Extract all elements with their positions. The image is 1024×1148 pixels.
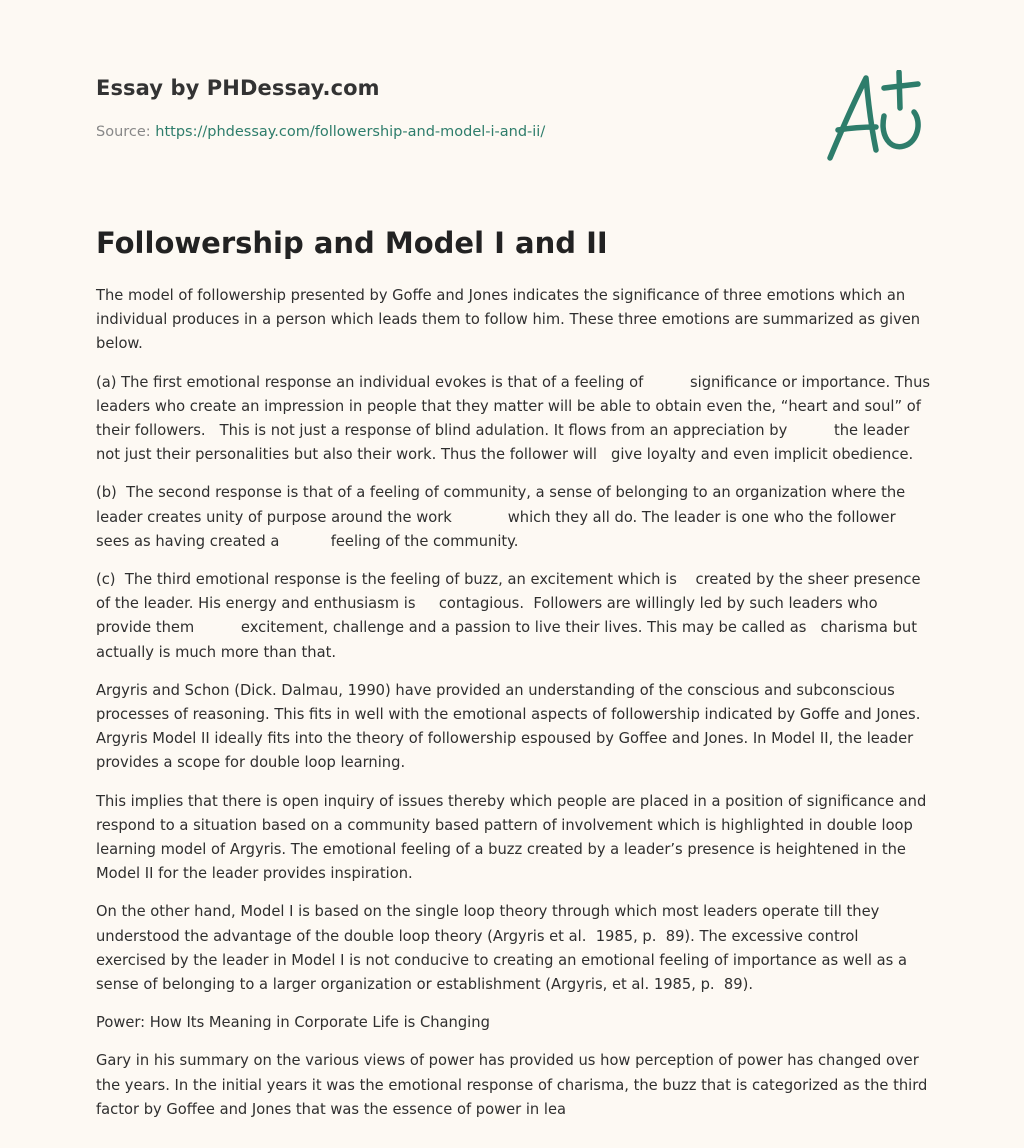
brand-title: Essay by PHDessay.com: [96, 76, 380, 100]
essay-body: [96, 284, 935, 1136]
source-label: Source:: [96, 124, 156, 140]
paragraph: Gary in his summary on the various views of power has provided us how perception of power has changed over the years. In the initial years it was the emotional response of charisma, the buzz that is categorized as the third factor by Goffee and Jones that was the essence of power in lea: [96, 1052, 933, 1118]
a-plus-logo-icon: [824, 70, 928, 166]
paragraph: (c) The third emotional response is the feeling of buzz, an excitement which is created by the sheer presence of the leader. His energy and enthusiasm is contagious. Followers are willingly led by such leaders who provide them excitement, challenge and a passion to live their lives. This may be called as charisma but actually is much more than that.: [96, 571, 926, 661]
paragraph: The model of followership presented by Goffe and Jones indicates the significance of three emotions which an individual produces in a person which leads them to follow him. These three emotions are summarized as given below.: [96, 287, 925, 353]
paragraph: (a) The first emotional response an individual evokes is that of a feeling of significance or importance. Thus leaders who create an impression in people that they matter will be able to obtain even the, “heart and soul” of their followers. This is not just a response of blind adulation. It flows from an appreciation by the leader not just their personalities but also their work. Thus the follower will give loyalty and even implicit obedience.: [96, 373, 935, 464]
source-link[interactable]: https://phdessay.com/followership-and-model-i-and-ii/: [155, 124, 546, 140]
paragraph: Argyris and Schon (Dick. Dalmau, 1990) have provided an understanding of the conscious and subconscious processes of reasoning. This fits in well with the emotional aspects of followership indicated by Goffe and Jones. Argyris Model II ideally fits into the theory of followership espoused by Goffee and Jones. In Model II, the leader provides a scope for double loop learning.: [96, 681, 926, 772]
paragraph: This implies that there is open inquiry of issues thereby which people are placed in a position of significance and respond to a situation based on a community based pattern of involvement which is highlighted in double loop learning model of Argyris. The emotional feeling of a buzz created by a leader’s presence is heightened in the Model II for the leader provides inspiration.: [96, 792, 931, 883]
essay-title: Followership and Model I and II: [96, 226, 608, 260]
paragraph: On the other hand, Model I is based on the single loop theory through which most leaders operate till they understood the advantage of the double loop theory (Argyris et al. 1985, p. 89). The excessive control exercised by the leader in Model I is not conducive to creating an emotional feeling of importance as well as a sense of belonging to a larger organization or establishment (Argyris, et al. 1985, p. 89).: [96, 903, 912, 994]
source-line: [96, 124, 545, 140]
section-heading: Power: How Its Meaning in Corporate Life is Changing: [96, 1014, 490, 1032]
paragraph: (b) The second response is that of a feeling of community, a sense of belonging to an organization where the leader creates unity of purpose around the work which they all do. The leader is one who the follower sees as having created a feeling of the community.: [96, 484, 910, 550]
